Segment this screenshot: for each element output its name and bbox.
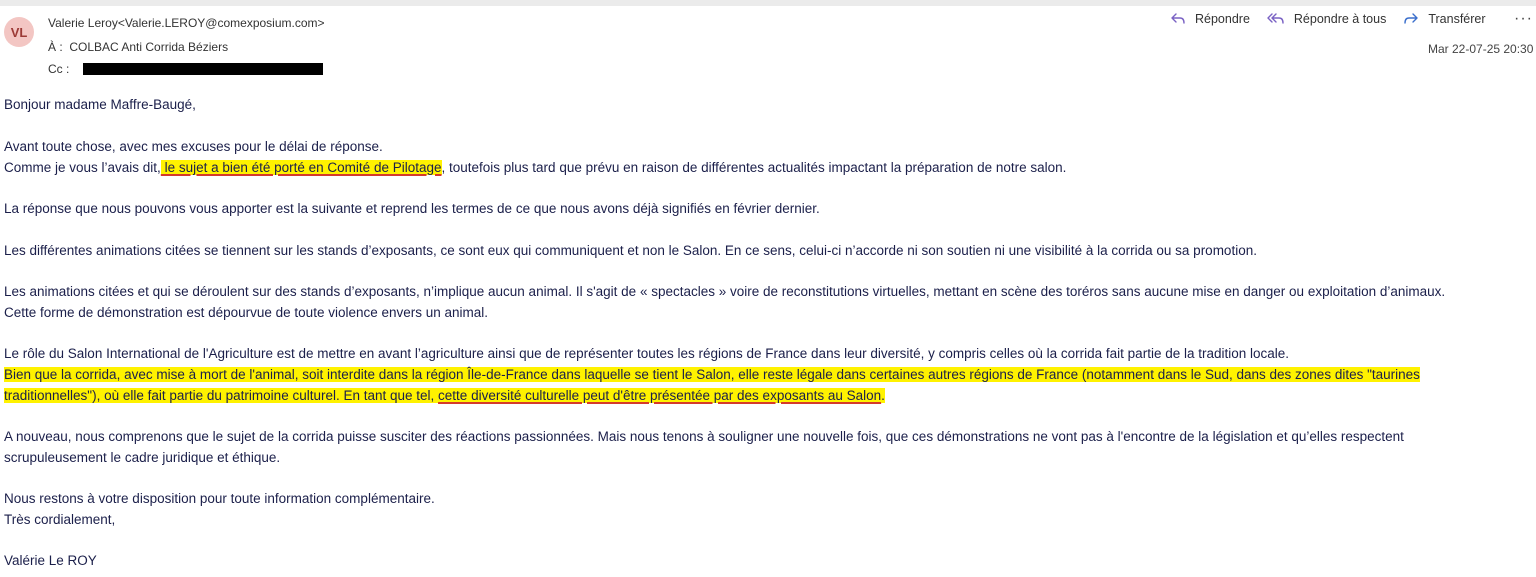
highlighted-text: .: [881, 388, 885, 403]
paragraph-6-line-1: A nouveau, nous comprenons que le sujet de la corrida puisse susciter des réactions passionnées. Mais nous tenons à souligner une nouvelle fois, que ces démonstrations ne vont pas à l'encontre de la législation et qu’elles respectent: [4, 429, 1404, 444]
reply-icon: [1170, 12, 1186, 26]
paragraph-1-line-1: Avant toute chose, avec mes excuses pour le délai de réponse.: [4, 139, 383, 154]
paragraph-3: Les différentes animations citées se tiennent sur les stands d’exposants, ce sont eux qui communiquent et non le Salon. En ce sens, celui-ci n’accorde ni son soutien ni une visibilité à la corrida ou sa promotion.: [4, 243, 1257, 258]
paragraph-6-line-2: scrupuleusement le cadre juridique et éthique.: [4, 450, 281, 465]
recipient-line: [48, 40, 228, 54]
paragraph-7-line-1: Nous restons à votre disposition pour toute information complémentaire.: [4, 491, 435, 506]
forward-icon: [1403, 12, 1419, 26]
paragraph-4-line-1: Les animations citées et qui se déroulent sur des stands d’exposants, n’implique aucun animal. Il s'agit de « spectacles » voire de reconstitutions virtuelles, mettant en scène des toréros sans aucune mise en danger ou exploitation d’animaux.: [4, 284, 1446, 299]
paragraph-4-line-2: Cette forme de démonstration est dépourvue de toute violence envers un animal.: [4, 305, 489, 320]
message-datetime: Mar 22-07-25 20:30: [1428, 42, 1534, 56]
forward-label: Transférer: [1428, 12, 1486, 26]
highlighted-text: Bien que la corrida, avec mise à mort de l'animal, soit interdite dans la région Île-de-France dans laquelle se tient le Salon, elle reste légale dans certaines autres régions de France (notamment dans le Sud, dans des zones dites "taurines: [4, 367, 1420, 382]
greeting: Bonjour madame Maffre-Baugé,: [4, 97, 196, 112]
paragraph-5-line-1: Le rôle du Salon International de l'Agriculture est de mettre en avant l’agriculture ainsi que de représenter toutes les régions de France dans leur diversité, y compris celles où la corrida fait partie de la tradition locale.: [4, 346, 1290, 361]
reply-all-button[interactable]: [1267, 12, 1386, 26]
more-options-icon[interactable]: ···: [1514, 10, 1533, 27]
p1-text-start: Comme je vous l’avais dit,: [4, 160, 161, 175]
reply-label: Répondre: [1195, 12, 1250, 26]
paragraph-2: La réponse que nous pouvons vous apporter est la suivante et reprend les termes de ce que nous avons déjà signifiés en février dernier.: [4, 201, 820, 216]
cc-line: [48, 62, 323, 76]
reply-all-icon: [1267, 12, 1285, 26]
top-divider: [0, 0, 1536, 6]
highlighted-text: le sujet a bien été porté en Comité de Pilotage: [160, 160, 442, 175]
signature: Valérie Le ROY: [4, 553, 97, 568]
message-actions: [1170, 12, 1503, 26]
cc-label: Cc :: [48, 62, 70, 76]
reply-button[interactable]: [1170, 12, 1250, 26]
highlighted-text: traditionnelles"), où elle fait partie du patrimoine culturel. En tant que tel,: [4, 388, 439, 403]
to-label: À :: [48, 40, 63, 54]
paragraph-1-line-2: [4, 159, 1066, 177]
paragraph-7-line-2: Très cordialement,: [4, 512, 116, 527]
underlined-highlighted-text: cette diversité culturelle peut d'être présentée par des exposants au Salon: [438, 388, 882, 403]
sender-line[interactable]: Valerie Leroy<Valerie.LEROY@comexposium.com>: [48, 16, 325, 30]
recipient-name[interactable]: COLBAC Anti Corrida Béziers: [69, 40, 229, 54]
sender-avatar[interactable]: VL: [4, 17, 34, 47]
reply-all-label: Répondre à tous: [1293, 12, 1387, 26]
forward-button[interactable]: [1403, 12, 1485, 26]
p1-text-end: , toutefois plus tard que prévu en raison de différentes actualités impactant la préparation de notre salon.: [441, 160, 1067, 175]
paragraph-5-line-2: [4, 366, 1420, 384]
paragraph-5-line-3: [4, 387, 885, 405]
cc-redaction-bar: [83, 63, 323, 75]
